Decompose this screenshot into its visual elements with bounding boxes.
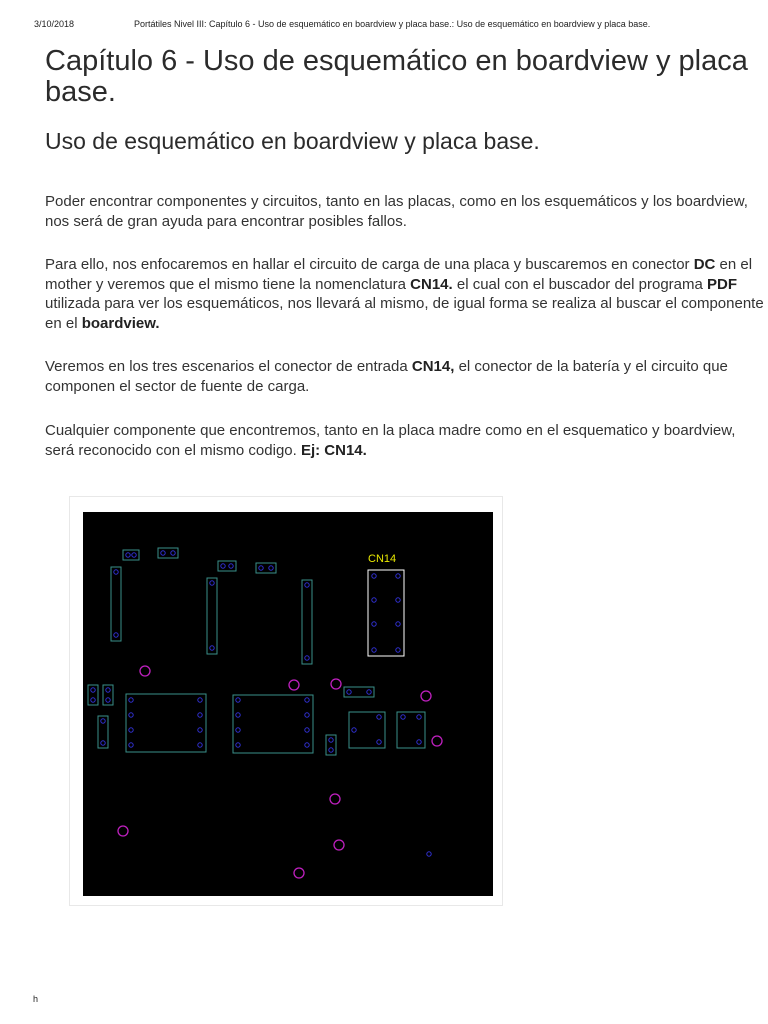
bold-term: DC [693,256,716,273]
bold-term: Ej: CN14. [300,441,367,459]
page-title: Capítulo 6 - Uso de esquemático en boardview y placa base. [45,45,748,108]
page-subtitle: Uso de esquemático en boardview y placa base. [45,128,540,154]
bold-term: CN14. [410,275,453,293]
text-run: Cualquier componente que encontremos, tanto en la placa madre como en el esquematico y boardview, será reconocido con el mismo codigo. [45,422,736,459]
text-run: el conector de la batería y el circuito que componen el sector de fuente de carga. [45,358,728,395]
text-run: utilizada para ver los esquemáticos, nos llevará al mismo, de igual forma se realiza al buscar el componente en el [45,295,764,332]
text-run: Veremos en los tres escenarios el conector de entrada [45,358,412,375]
paragraph-dc-connector [45,255,767,333]
paragraph-intro: Poder encontrar componentes y circuitos, tanto en las placas, como en los esquemáticos y los boardview, nos será de gran ayuda para encontrar posibles fallos. [45,193,748,230]
paragraph-scenarios [45,357,767,396]
footer-mark: h [33,994,39,1004]
text-run: el cual con el buscador del programa [452,275,708,293]
boardview-image-frame [69,496,503,906]
boardview-image [83,512,493,896]
text-run: en el mother y veremos que el mismo tiene la nomenclatura [45,256,753,293]
bold-term: PDF [707,275,738,293]
bold-term: CN14, [411,358,455,375]
paragraph-component-code [45,421,767,460]
header-title: Portátiles Nivel III: Capítulo 6 - Uso de esquemático en boardview y placa base.: Uso de esquemático en boardview y placa base. [134,19,651,29]
board-background [83,512,493,896]
cn14-label: CN14 [368,553,397,565]
bold-term: boardview. [81,314,160,332]
header-date: 3/10/2018 [34,19,75,29]
text-run: Para ello, nos enfocaremos en hallar el circuito de carga de una placa y buscaremos en conector [45,256,694,273]
